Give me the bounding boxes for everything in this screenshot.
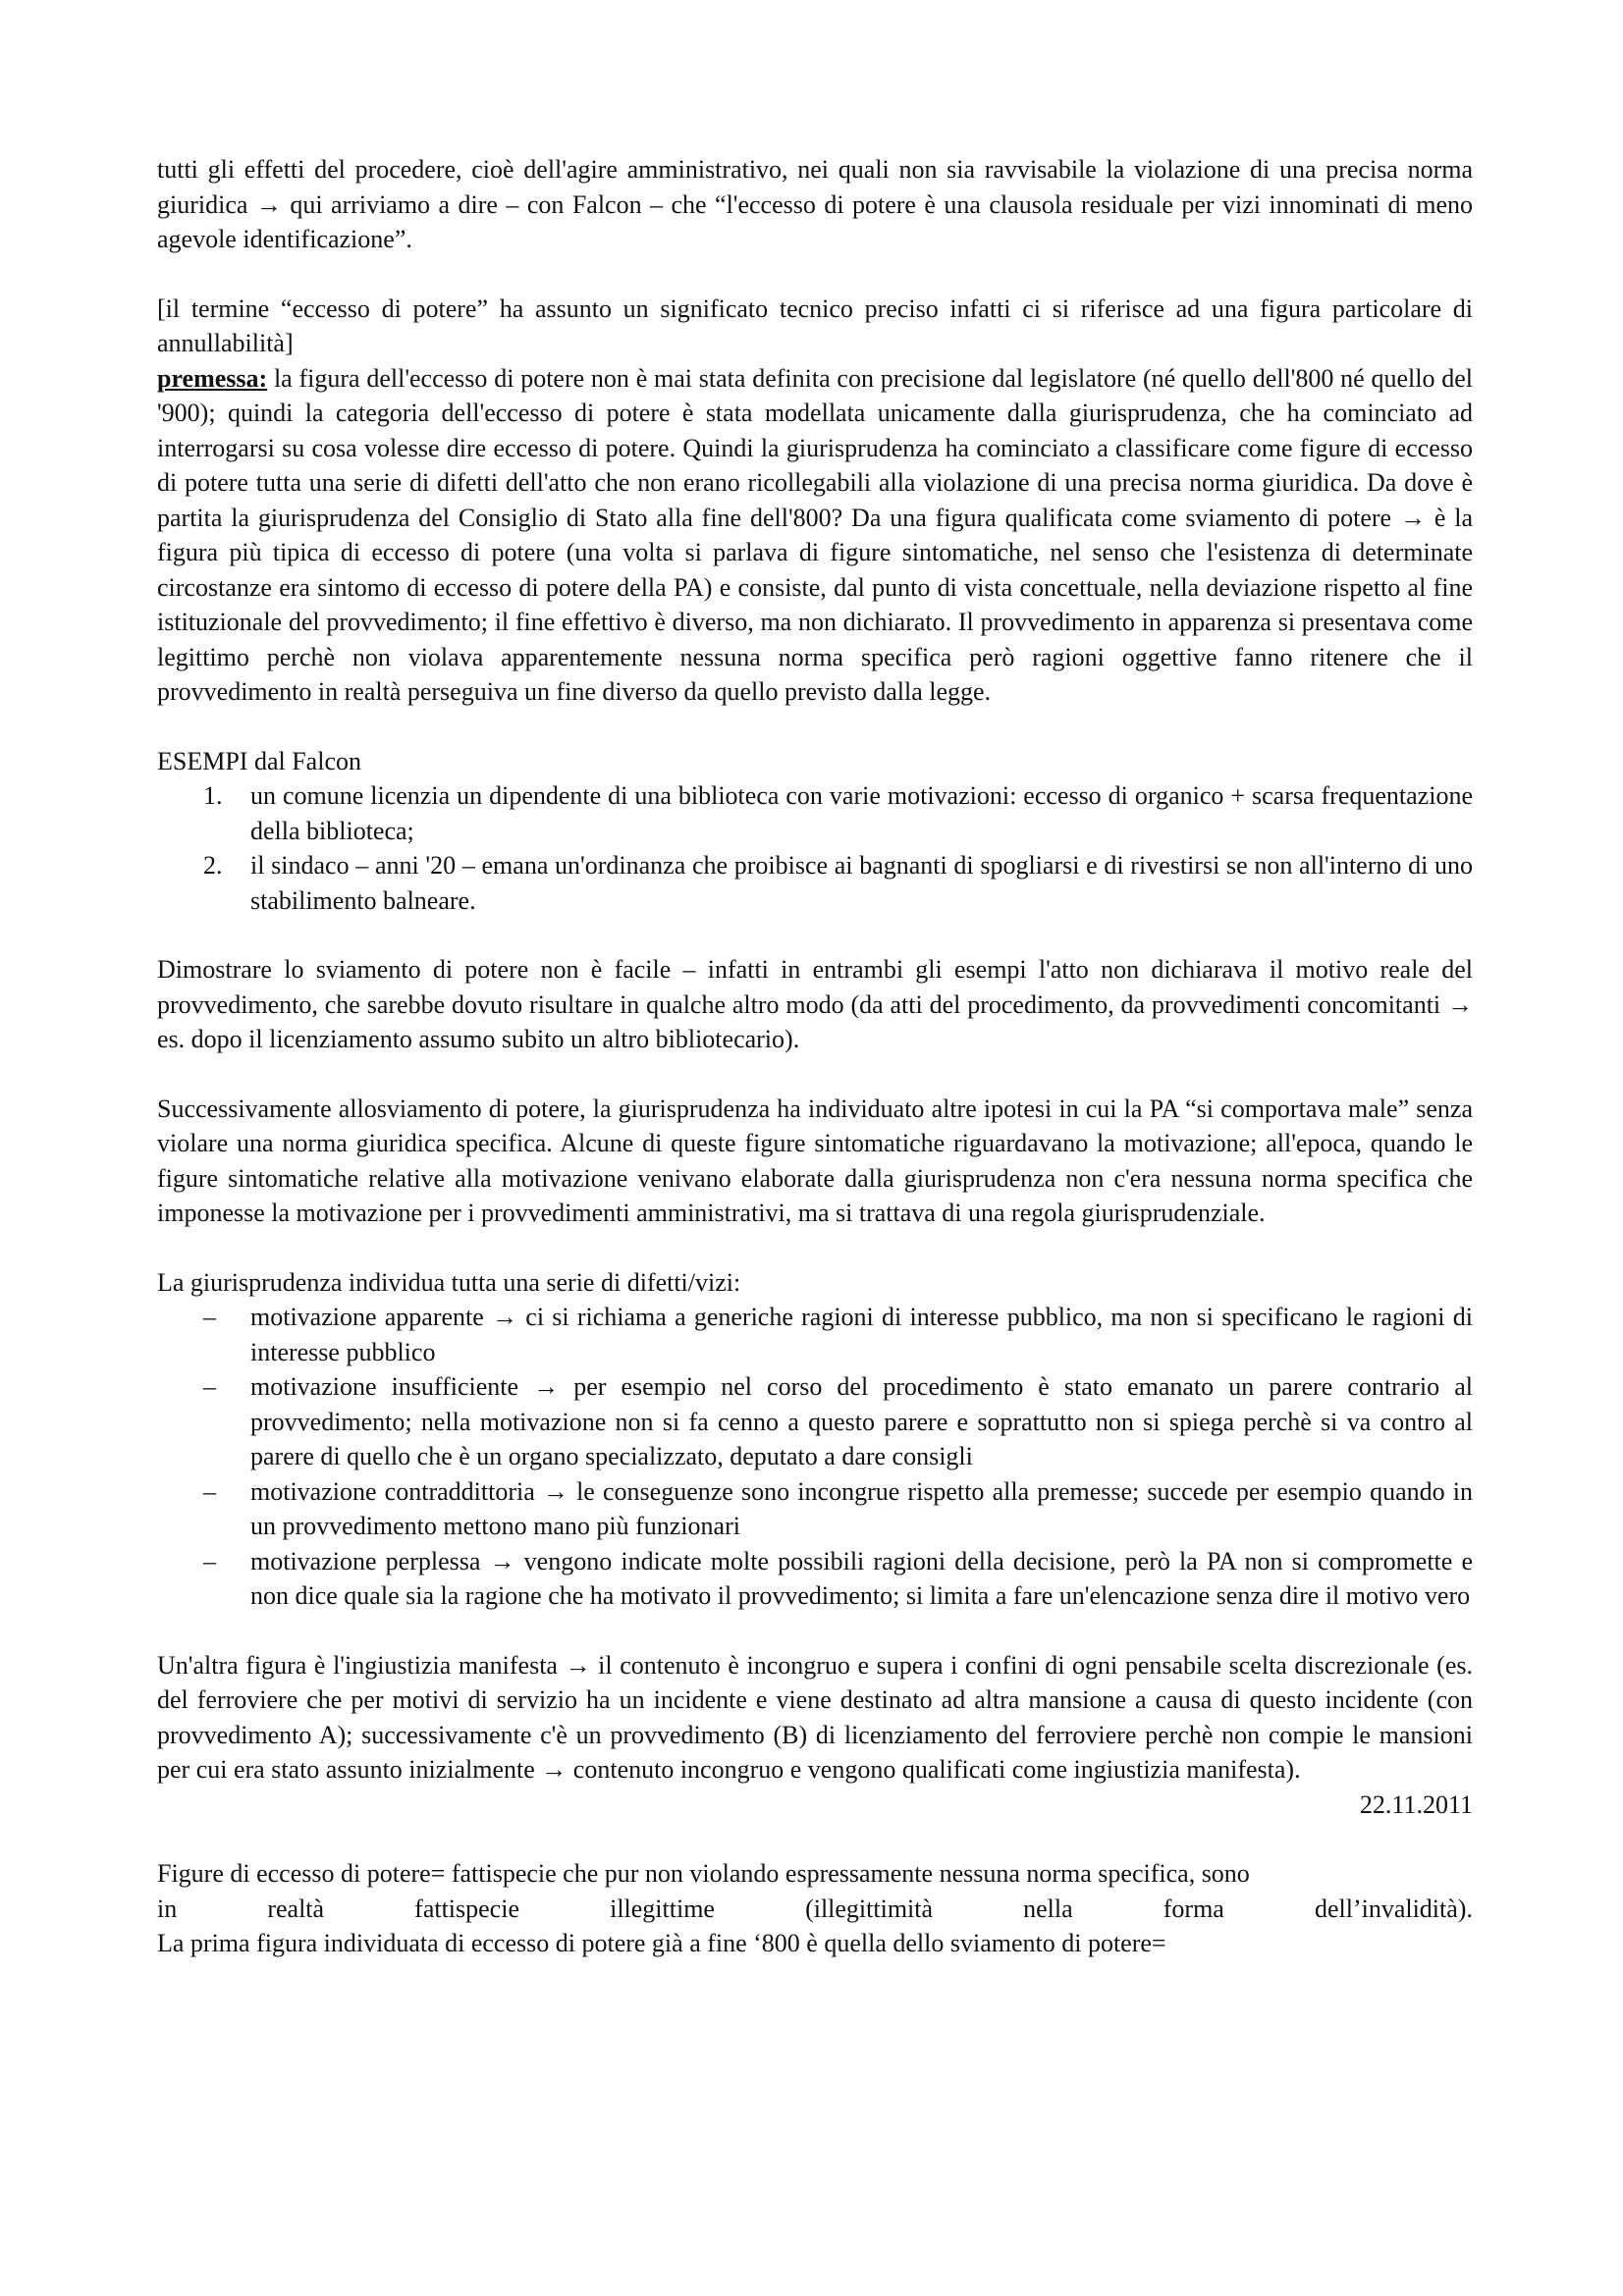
paragraph-premessa bbox=[157, 361, 1473, 710]
paragraph-prima-figura: La prima figura individuata di eccesso di potere già a fine ‘800 è quella dello sviamento di potere= bbox=[157, 1929, 1166, 1957]
list-item: – motivazione perplessa → vengono indicate molte possibili ragioni della decisione, però la PA non si compromette e non dice quale sia la ragione che ha motivato il provvedimento; si limita a fare un'elencazione senza dire il motivo vero bbox=[203, 1546, 1473, 1610]
paragraph-successivamente: Successivamente allosviamento di potere, la giurisprudenza ha individuato altre ipotesi in cui la PA “si comportava male” senza violare una norma giuridica specifica. Alcune di queste figure sintomatiche riguardavano la motivazione; all'epoca, quando le figure sintomatiche relative alla motivazione venivano elaborate dalla giurisprudenza non c'era nessuna norma specifica che imponesse la motivazione per i provvedimenti amministrativi, ma si trattava di una regola giurisprudenziale. bbox=[157, 1094, 1473, 1227]
premessa-text: la figura dell'eccesso di potere non è mai stata definita con precisione dal legislatore (né quello dell'800 né quello del '900); quindi la categoria dell'eccesso di potere è stata modellata unicamente dalla giurisprudenza, che ha cominciato ad interrogarsi su cosa volesse dire eccesso di potere. Quindi la giurisprudenza ha cominciato a classificare come figure di eccesso di potere tutta una serie di difetti dell'atto che non erano ricollegabili alla violazione di una precisa norma giuridica. Da dove è partita la giurisprudenza del Consiglio di Stato alla fine dell'800? Da una figura qualificata come sviamento di potere → è la figura più tipica di eccesso di potere (una volta si parlava di figure sintomatiche, nel senso che l'esistenza di determinate circostanze era sintomo di eccesso di potere della PA) e consiste, dal punto di vista concettuale, nella deviazione rispetto al fine istituzionale del provvedimento; il fine effettivo è diverso, ma non dichiarato. Il provvedimento in apparenza si presentava come legittimo perchè non violava apparentemente nessuna norma specifica però ragioni oggettive fanno ritenere che il provvedimento in realtà perseguiva un fine diverso da quello previsto dalla legge. bbox=[157, 363, 1473, 706]
list-item: 1. un comune licenzia un dipendente di una biblioteca con varie motivazioni: eccesso di organico + scarsa frequentazione della biblioteca; bbox=[203, 781, 1473, 845]
lecture-date: 22.11.2011 bbox=[1359, 1789, 1473, 1819]
vizi-intro: La giurisprudenza individua tutta una serie di difetti/vizi: bbox=[157, 1267, 741, 1297]
list-item: 2. il sindaco – anni '20 – emana un'ordinanza che proibisce ai bagnanti di spogliarsi e di rivestirsi se non all'interno di uno stabilimento balneare. bbox=[203, 851, 1473, 915]
paragraph-termine-note: [il termine “eccesso di potere” ha assunto un significato tecnico preciso infatti ci si riferisce ad una figura particolare di annullabilità] bbox=[157, 294, 1473, 357]
examples-heading: ESEMPI dal Falcon bbox=[157, 746, 361, 775]
list-item: – motivazione contraddittoria → le conseguenze sono incongrue rispetto alla premesse; succede per esempio quando in un provvedimento mettono mano più funzionari bbox=[203, 1476, 1473, 1540]
examples-list bbox=[157, 778, 1473, 918]
list-item: – motivazione insufficiente → per esempio nel corso del procedimento è stato emanato un parere contrario al provvedimento; nella motivazione non si fa cenno a questo parere e soprattutto non si spiega perchè si va contro al parere di quello che è un organo specializzato, deputato a dare consigli bbox=[203, 1372, 1473, 1470]
paragraph-ingiustizia: Un'altra figura è l'ingiustizia manifesta → il contenuto è incongruo e supera i confini di ogni pensabile scelta discrezionale (es. del ferroviere che per motivi di servizio ha un incidente e viene destinato ad altra mansione a causa di questo incidente (con provvedimento A); successivamente c'è un provvedimento (B) di licenziamento del ferroviere perchè non compie le mansioni per cui era stato assunto inizialmente → contenuto incongruo e vengono qualificati come ingiustizia manifesta). bbox=[157, 1650, 1473, 1784]
paragraph-figure-line2: in realtà fattispecie illegittime (illegittimità nella forma dell’invalidità). bbox=[157, 1894, 1473, 1923]
list-item: – motivazione apparente → ci si richiama a generiche ragioni di interesse pubblico, ma non si specificano le ragioni di interesse pubblico bbox=[203, 1303, 1473, 1366]
vizi-list bbox=[157, 1300, 1473, 1614]
paragraph-dimostrare: Dimostrare lo sviamento di potere non è facile – infatti in entrambi gli esempi l'atto non dichiarava il motivo reale del provvedimento, che sarebbe dovuto risultare in qualche altro modo (da atti del procedimento, da provvedimenti concomitanti → es. dopo il licenziamento assumo subito un altro bibliotecario). bbox=[157, 955, 1473, 1053]
premessa-label: premessa: bbox=[157, 363, 268, 393]
paragraph-figure-line1: Figure di eccesso di potere= fattispecie che pur non violando espressamente nessuna norma specifica, sono bbox=[157, 1859, 1250, 1888]
paragraph-falcon-residual: tutti gli effetti del procedere, cioè dell'agire amministrativo, nei quali non sia ravvisabile la violazione di una precisa norma giuridica → qui arriviamo a dire – con Falcon – che “l'eccesso di potere è una clausola residuale per vizi innominati di meno agevole identificazione”. bbox=[157, 155, 1473, 253]
